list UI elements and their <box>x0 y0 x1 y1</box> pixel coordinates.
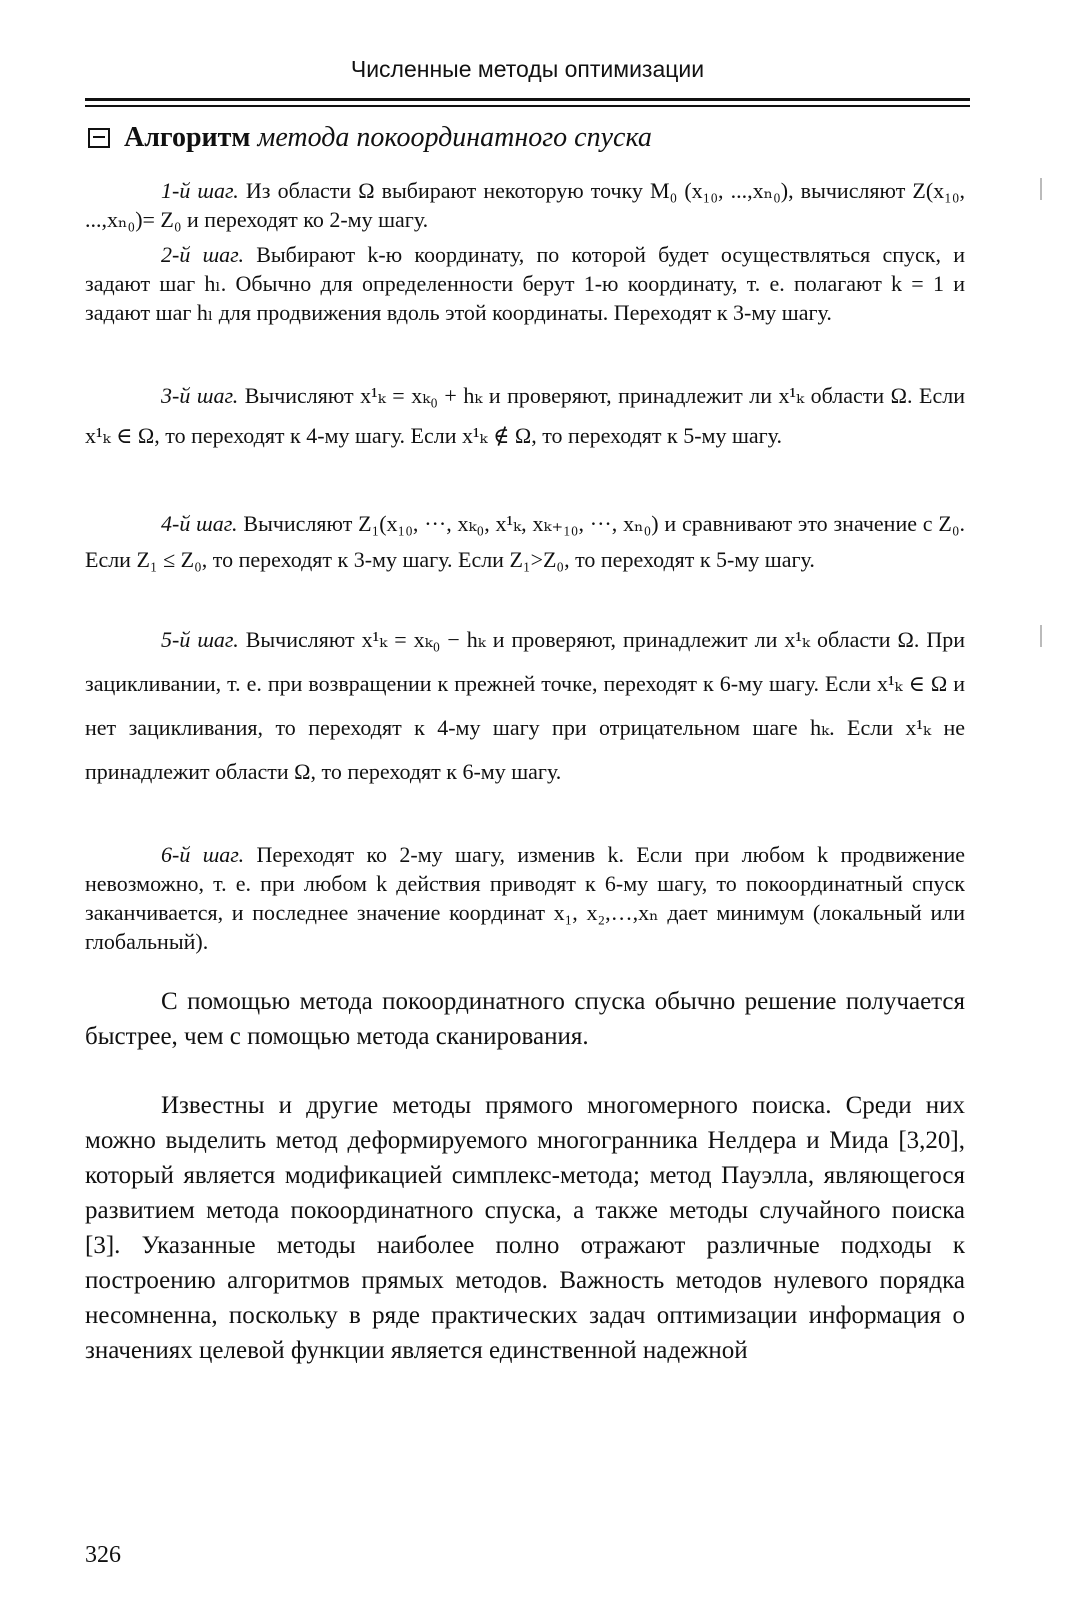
running-head: Численные методы оптимизации <box>350 56 705 82</box>
header-rule-top <box>85 98 970 101</box>
step-text: Переходят ко 2-му шагу, изменив k. Если при любом k продвижение невозможно, т. е. при любом k действия приводят к 6-му шагу, то покоординатный спуск заканчивается, и последнее значение координат x₁, x₂,…,xₙ дает минимум (локальный или глобальный). <box>85 842 966 954</box>
step-label: 3-й шаг. <box>161 383 239 408</box>
step-label: 1-й шаг. <box>161 178 239 203</box>
step-label: 6-й шаг. <box>161 842 245 867</box>
step-3 <box>85 376 965 456</box>
step-1 <box>85 176 965 234</box>
step-label: 2-й шаг. <box>161 242 244 267</box>
margin-mark <box>1040 625 1042 647</box>
heading-bold: Алгоритм <box>124 122 251 153</box>
step-2 <box>85 240 965 327</box>
step-6 <box>85 840 965 956</box>
margin-mark <box>1040 178 1042 200</box>
paragraph-text: С помощью метода покоординатного спуска обычно решение получается быстрее, чем с помощью метода сканирования. <box>85 988 965 1050</box>
paragraph-other-methods <box>85 1088 965 1368</box>
step-text: Из области Ω выбирают некоторую точку M₀ (x₁₀, ...,xₙ₀), вычисляют Z(x₁₀, ...,xₙ₀)= Z₀ и переходят ко 2-му шагу. <box>85 178 965 232</box>
step-4 <box>85 506 965 578</box>
header-rule-bottom <box>85 105 970 107</box>
page-number: 326 <box>85 1542 121 1568</box>
step-label: 5-й шаг. <box>161 627 239 652</box>
step-text: Вычисляют x¹ₖ = xₖ₀ + hₖ и проверяют, принадлежит ли x¹ₖ области Ω. Если x¹ₖ ∈ Ω, то переходят к 4-му шагу. Если x¹ₖ ∉ Ω, то переходят к 5-му шагу. <box>85 383 965 448</box>
step-text: Выбирают k-ю координату, по которой будет осуществляться спуск, и задают шаг hₗ. Обычно для определенности берут 1-ю координату, т. е. полагают k = 1 и задают шаг hₗ для продвижения вдоль этой координаты. Переходят к 3-му шагу. <box>85 242 966 325</box>
step-text: Вычисляют Z₁(x₁₀, ···, xₖ₀, x¹ₖ, xₖ₊₁₀, ···, xₙ₀) и сравнивают это значение с Z₀. Если Z₁ ≤ Z₀, то переходят к 3-му шагу. Если Z₁>Z₀, то переходят к 5-му шагу. <box>85 511 965 572</box>
paragraph-speed <box>85 984 965 1054</box>
paragraph-text: Известны и другие методы прямого многомерного поиска. Среди них можно выделить метод деформируемого многогранника Нелдера и Мида [3,20], который является модификацией симплекс-метода; метод Пауэлла, являющегося развитием метода покоординатного спуска, а также методы случайного поиска [3]. Указанные методы наиболее полно отражают различные подходы к построению алгоритмов прямых методов. Важность методов нулевого порядка несомненна, поскольку в ряде практических задач оптимизации информация о значениях целевой функции является единственной надежной <box>85 1092 965 1364</box>
heading-italic: метода покоординатного спуска <box>257 122 652 153</box>
step-text: Вычисляют x¹ₖ = xₖ₀ − hₖ и проверяют, принадлежит ли x¹ₖ области Ω. При зацикливании, т. е. при возвращении к прежней точке, переходят к 6-му шагу. Если x¹ₖ ∈ Ω и нет зацикливания, то переходят к 4-му шагу при отрицательном шаге hₖ. Если x¹ₖ не принадлежит области Ω, то переходят к 6-му шагу. <box>85 627 965 784</box>
step-label: 4-й шаг. <box>161 511 238 536</box>
section-heading <box>88 120 968 156</box>
book-icon <box>88 128 110 148</box>
step-5 <box>85 618 965 794</box>
